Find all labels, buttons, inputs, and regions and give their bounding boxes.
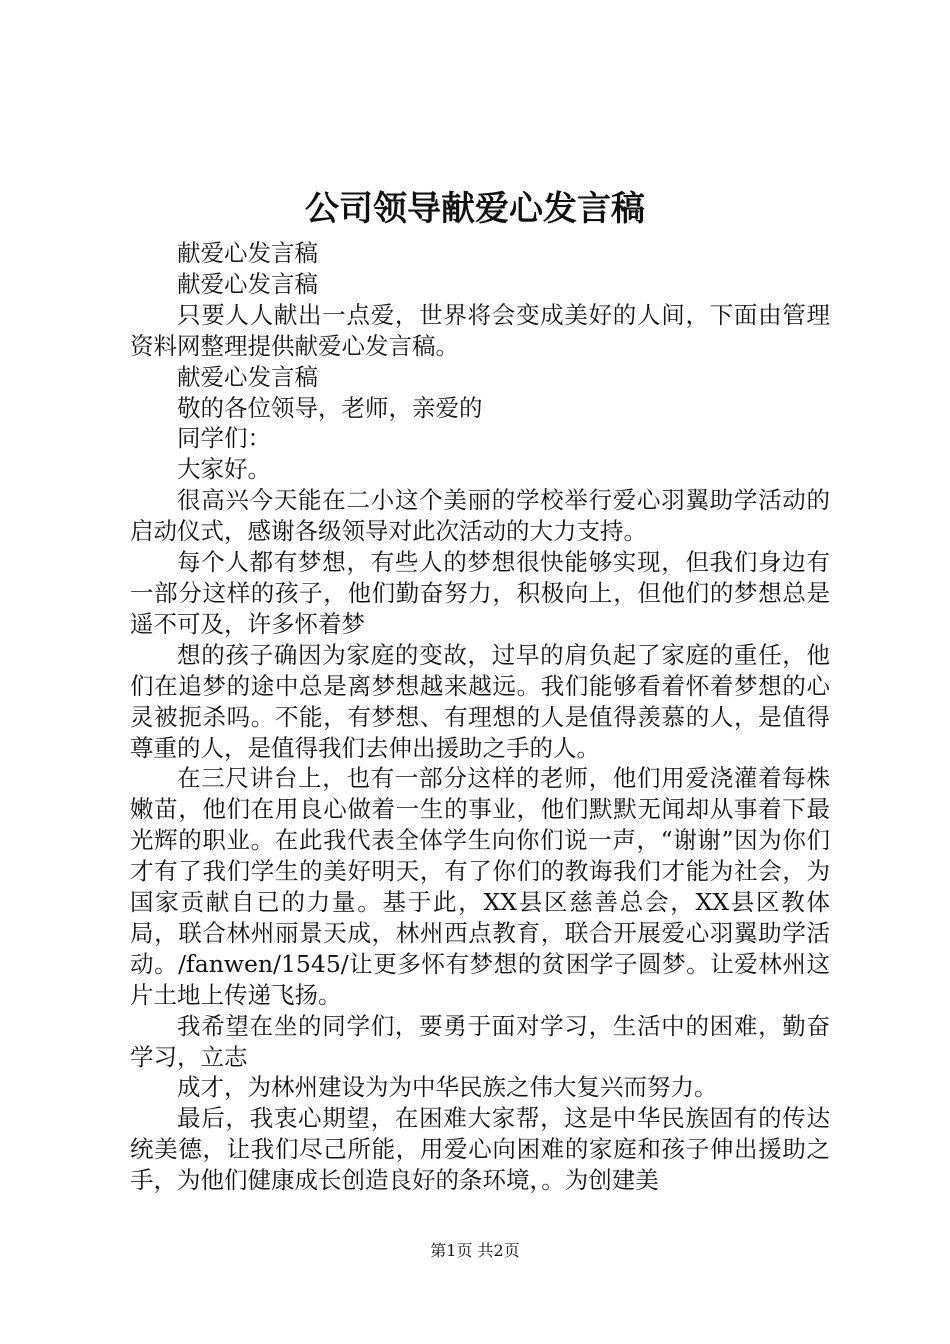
page-number-footer: 第1页 共2页 [430,1241,520,1260]
paragraph: 我希望在坐的同学们，要勇于面对学习，生活中的困难，勤奋学习，立志 [130,1011,830,1071]
paragraph: 献爱心发言稿 [177,269,318,298]
paragraph: 大家好。 [177,455,271,484]
paragraph: 同学们： [177,424,271,453]
document-title: 公司领导献爱心发言稿 [305,189,645,229]
paragraph: 在三尺讲台上，也有一部分这样的老师，他们用爱浇灌着每株嫩苗，他们在用良心做着一生的事业，他们默默无闻却从事着下最光辉的职业。在此我代表全体学生向你们说一声，“谢谢”因为你们才有了我们学生的美好明天，有了你们的教诲我们才能为社会，为国家贡献自已的力量。基于此，XX县区慈善总会，XX县区教体局，联合林州丽景天成，林州西点教育，联合开展爱心羽翼助学活动。/fanwen/1545/让更多怀有梦想的贫困学子圆梦。让爱林州这片土地上传递飞扬。 [130,764,830,1009]
paragraph: 献爱心发言稿 [177,362,318,391]
paragraph: 成才，为林州建设为为中华民族之伟大复兴而努力。 [177,1073,718,1102]
paragraph: 献爱心发言稿 [177,239,318,267]
document-body [130,238,830,1196]
paragraph: 只要人人献出一点爱，世界将会变成美好的人间，下面由管理资料网整理提供献爱心发言稿。 [130,300,830,360]
paragraph: 每个人都有梦想，有些人的梦想很快能够实现，但我们身边有一部分这样的孩子，他们勤奋努力，积极向上，但他们的梦想总是遥不可及，许多怀着梦 [130,548,830,638]
paragraph: 最后，我衷心期望，在困难大家帮，这是中华民族固有的传达统美德，让我们尽己所能，用爱心向困难的家庭和孩子伸出援助之手，为他们健康成长创造良好的条环境，。为创建美 [130,1104,830,1195]
paragraph: 敬的各位领导，老师，亲爱的 [177,393,483,422]
paragraph: 很高兴今天能在二小这个美丽的学校举行爱心羽翼助学活动的启动仪式，感谢各级领导对此次活动的大力支持。 [130,486,830,546]
paragraph: 想的孩子确因为家庭的变故，过早的肩负起了家庭的重任，他们在追梦的途中总是离梦想越来越远。我们能够看着怀着梦想的心灵被扼杀吗。不能，有梦想、有理想的人是值得羡慕的人，是值得尊重的人，是值得我们去伸出援助之手的人。 [130,640,830,762]
